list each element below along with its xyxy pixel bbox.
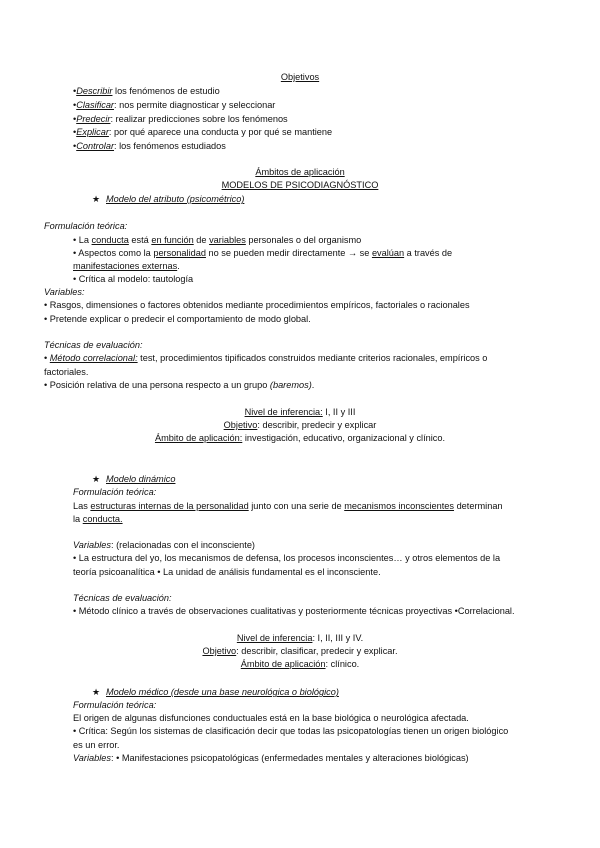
text-run: .	[311, 380, 315, 390]
atributo-f2b	[73, 260, 180, 272]
text-run: I, II y III	[322, 407, 356, 417]
text-run: : describir, predecir y explicar	[257, 420, 377, 430]
dinamico-formulacion-label: Formulación teórica:	[73, 487, 157, 497]
atributo-formulacion-label: Formulación teórica:	[44, 221, 128, 231]
atributo-t1	[44, 352, 487, 364]
text-run: estructuras internas de la personalidad	[90, 501, 249, 511]
objetivo-item-1: •Describir los fenómenos de estudio	[73, 86, 220, 96]
objetivo-item-3: •Predecir: realizar predicciones sobre los fenómenos	[73, 114, 288, 124]
objetivo-text: : nos permite diagnosticar y seleccionar	[114, 100, 276, 110]
dinamico-heading	[92, 473, 175, 485]
medico-f1: El origen de algunas disfunciones conductuales está en la base biológica o neurológica afectada.	[73, 713, 469, 723]
text-run: determinan	[454, 501, 503, 511]
dinamico-t1: • Método clínico a través de observaciones cualitativas y posteriormente técnicas proyectivas •Correlacional.	[73, 606, 515, 616]
objetivos-title: Objetivos	[280, 72, 320, 82]
text-run: : clínico.	[325, 659, 360, 669]
atributo-heading-text: Modelo del atributo (psicométrico)	[106, 194, 245, 204]
text-run: • Aspectos como la	[73, 248, 154, 258]
atributo-t2	[44, 379, 314, 391]
medico-heading	[92, 686, 339, 698]
dinamico-objetivo	[0, 645, 600, 657]
text-run: : I, II, III y IV.	[312, 633, 364, 643]
objetivo-text: : los fenómenos estudiados	[114, 141, 226, 151]
atributo-nivel	[0, 406, 600, 418]
text-run: Ámbito de aplicación	[240, 659, 326, 669]
text-run: : • Manifestaciones psicopatológicas (enfermedades mentales y alteraciones biológicas)	[110, 753, 469, 763]
dinamico-f1	[73, 500, 503, 512]
text-run: en función	[151, 235, 194, 245]
text-run: Variables	[73, 753, 111, 763]
text-run: (baremos)	[269, 380, 312, 390]
text-run: conducta	[91, 235, 129, 245]
objetivo-text: : por qué aparece una conducta y por qué se mantiene	[108, 127, 333, 137]
star-bullet-icon: ★	[92, 194, 101, 204]
objetivo-item-4: •Explicar: por qué aparece una conducta y por qué se mantiene	[73, 127, 333, 137]
text-run: Las	[73, 501, 91, 511]
dinamico-tecnicas-label: Técnicas de evaluación:	[73, 593, 172, 603]
text-run: .	[177, 261, 180, 271]
atributo-t1b: factoriales.	[44, 367, 89, 377]
text-run: está	[128, 235, 152, 245]
star-bullet-icon: ★	[92, 474, 101, 484]
objetivo-term: Clasificar	[76, 100, 114, 110]
text-run: a través de	[404, 248, 453, 258]
star-bullet-icon: ★	[92, 687, 101, 697]
text-run: Nivel de inferencia	[236, 633, 313, 643]
text-run: variables	[209, 235, 246, 245]
dinamico-v1: • La estructura del yo, los mecanismos de defensa, los procesos inconscientes… y otros elementos de la	[73, 553, 501, 563]
text-run: • Posición relativa de una persona respecto a un grupo	[44, 380, 270, 390]
text-run: Método correlacional:	[49, 353, 138, 363]
text-run: : (relacionadas con el inconsciente)	[110, 540, 255, 550]
dinamico-ambito	[0, 658, 600, 670]
objetivo-text: : realizar predicciones sobre los fenómenos	[110, 114, 288, 124]
dinamico-f1b	[73, 513, 123, 525]
atributo-objetivo	[0, 419, 600, 431]
text-run: mecanismos inconscientes	[344, 501, 455, 511]
text-run: junto con una serie de	[248, 501, 345, 511]
text-run: Objetivo	[202, 646, 237, 656]
atributo-tecnicas-label: Técnicas de evaluación:	[44, 340, 143, 350]
text-run: test, procedimientos tipificados construidos mediante criterios racionales, empíricos o	[137, 353, 488, 363]
atributo-f2	[73, 247, 452, 259]
atributo-v2: • Pretende explicar o predecir el comportamiento de modo global.	[44, 314, 311, 324]
dinamico-heading-text: Modelo dinámico	[106, 474, 176, 484]
text-run: • La	[73, 235, 92, 245]
medico-f2b: es un error.	[73, 740, 120, 750]
text-run: la	[73, 514, 83, 524]
objetivo-item-2: •Clasificar: nos permite diagnosticar y seleccionar	[73, 100, 276, 110]
text-run: investigación, educativo, organizacional y clínico.	[242, 433, 446, 443]
dinamico-nivel	[0, 632, 600, 644]
text-run: conducta.	[82, 514, 123, 524]
medico-heading-text: Modelo médico (desde una base neurológica o biológico)	[106, 687, 339, 697]
atributo-heading	[92, 193, 244, 205]
text-run: personales o del organismo	[245, 235, 362, 245]
atributo-v1: • Rasgos, dimensiones o factores obtenidos mediante procedimientos empíricos, factoriales o racionales	[44, 300, 470, 310]
modelos-subtitle: MODELOS DE PSICODIAGNÓSTICO	[221, 180, 379, 190]
atributo-f1	[73, 234, 361, 246]
text-run: no se pueden medir directamente → se	[205, 248, 372, 258]
text-run: Objetivo	[223, 420, 258, 430]
text-run: Variables	[73, 540, 111, 550]
text-run: Nivel de inferencia:	[244, 407, 323, 417]
objetivo-text: los fenómenos de estudio	[112, 86, 220, 96]
ambitos-title: Ámbitos de aplicación	[255, 167, 345, 177]
dinamico-variables	[73, 539, 255, 551]
medico-f2: • Crítica: Según los sistemas de clasificación decir que todas las psicopatologías tienen un origen biológico	[73, 726, 509, 736]
text-run: Ámbito de aplicación:	[154, 433, 243, 443]
dinamico-v2: teoría psicoanalítica • La unidad de análisis fundamental es el inconsciente.	[73, 567, 381, 577]
medico-formulacion-label: Formulación teórica:	[73, 700, 157, 710]
objetivo-item-5: •Controlar: los fenómenos estudiados	[73, 141, 226, 151]
medico-variables	[73, 752, 469, 764]
atributo-f3: • Crítica al modelo: tautología	[73, 274, 194, 284]
text-run: : describir, clasificar, predecir y explicar.	[236, 646, 398, 656]
atributo-ambito	[0, 432, 600, 444]
text-run: evalúan	[371, 248, 405, 258]
objetivo-term: Controlar	[76, 141, 115, 151]
objetivo-term: Predecir	[76, 114, 111, 124]
objetivo-term: Explicar	[76, 127, 109, 137]
text-run: de	[193, 235, 210, 245]
text-run: •	[44, 353, 50, 363]
text-run: manifestaciones externas	[73, 261, 178, 271]
atributo-variables-label: Variables:	[44, 287, 85, 297]
objetivo-term: Describir	[76, 86, 113, 96]
text-run: personalidad	[153, 248, 206, 258]
